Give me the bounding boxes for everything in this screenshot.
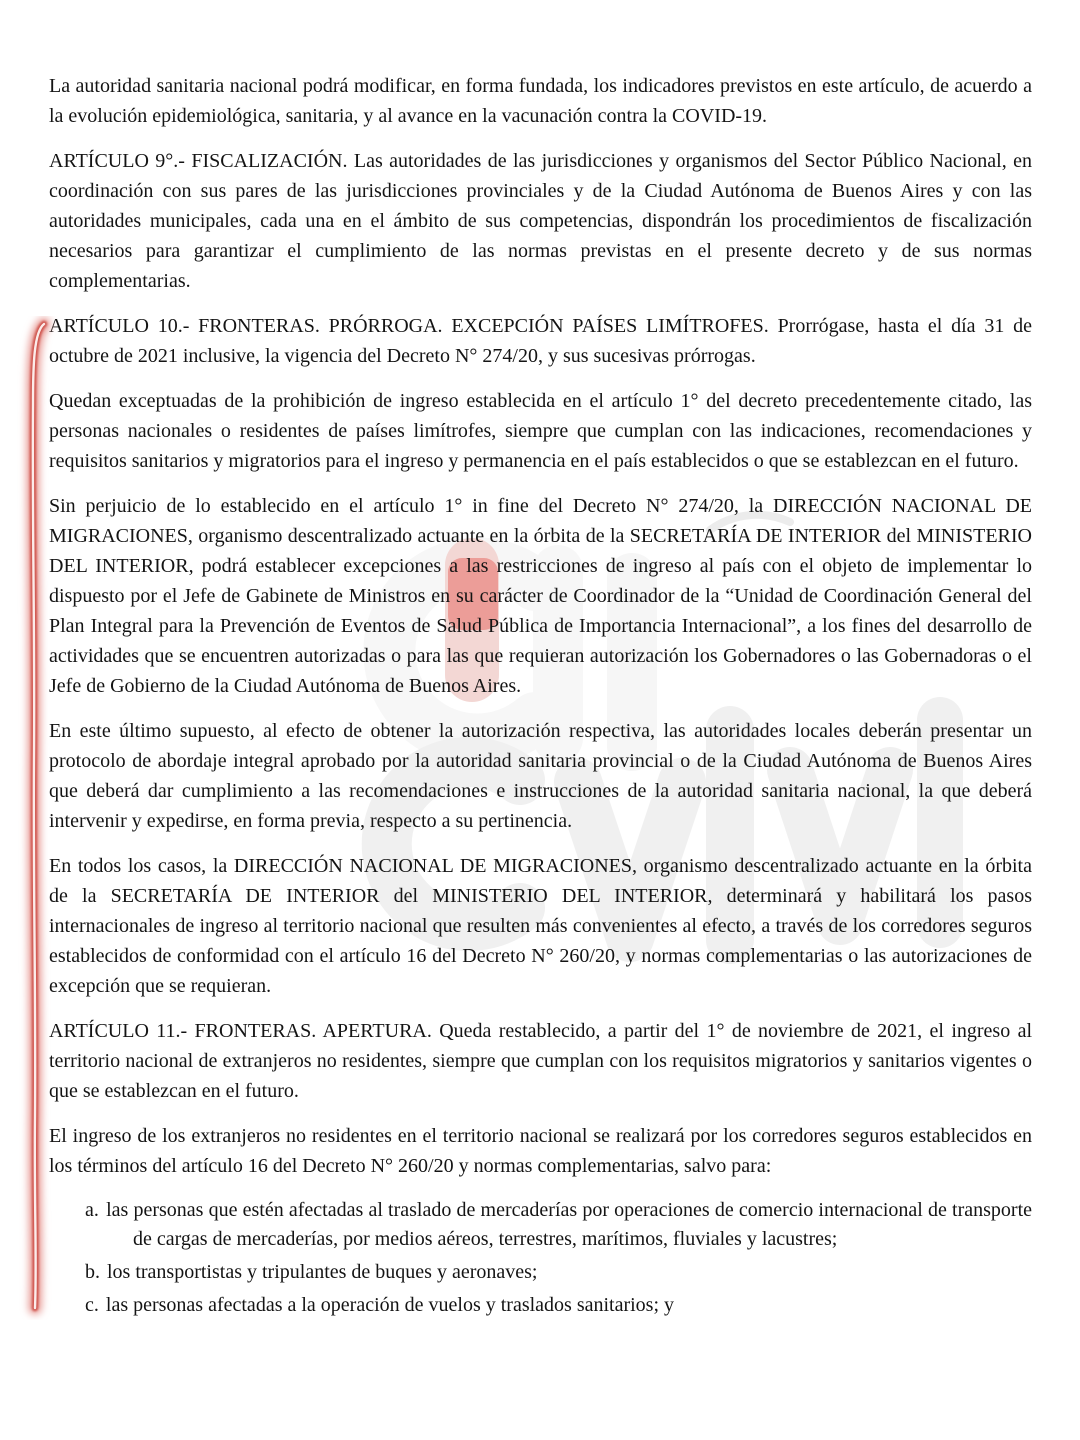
exceptions-list — [49, 1196, 1032, 1320]
list-item-a — [85, 1196, 1033, 1254]
paragraph-articulo-10: ARTÍCULO 10.- FRONTERAS. PRÓRROGA. EXCEPCIÓN PAÍSES LIMÍTROFES. Prorrógase, hasta el día 31 de octubre de 2021 inclusive, la vigencia del Decreto N° 274/20, y sus sucesivas prórrogas. — [49, 315, 1032, 367]
list-item-c-marker: c. — [85, 1294, 99, 1316]
list-item-c-text: las personas afectadas a la operación de vuelos y traslados sanitarios; y — [105, 1294, 675, 1316]
list-item-b-marker: b. — [85, 1261, 100, 1283]
paragraph-en-este-ultimo-supuesto: En este último supuesto, al efecto de obtener la autorización respectiva, las autoridades locales deberán presentar un protocolo de abordaje integral aprobado por la autoridad sanitaria provincial o de la Ciudad Autónoma de Buenos Aires que deberá dar cumplimiento a las recomendaciones e instrucciones de la autoridad sanitaria nacional, la que deberá intervenir y expedirse, en forma previa, respecto a su pertinencia. — [49, 720, 1032, 832]
list-item-a-marker: a. — [85, 1199, 99, 1221]
paragraph-sin-perjuicio: Sin perjuicio de lo establecido en el artículo 1° in fine del Decreto N° 274/20, la DIRECCIÓN NACIONAL DE MIGRACIONES, organismo descentralizado actuante en la órbita de la SECRETARÍA DE INTERIOR del MINISTERIO DEL INTERIOR, podrá establecer excepciones a las restricciones de ingreso al país con el objeto de implementar lo dispuesto por el Jefe de Gabinete de Ministros en su carácter de Coordinador de la “Unidad de Coordinación General del Plan Integral para la Prevención de Eventos de Salud Pública de Importancia Internacional”, a los fines del desarrollo de actividades que se encuentren autorizadas o para las que requieran autorización los Gobernadores o las Gobernadoras o el Jefe de Gobierno de la Ciudad Autónoma de Buenos Aires. — [49, 495, 1032, 697]
paragraph-autoridad-sanitaria: La autoridad sanitaria nacional podrá modificar, en forma fundada, los indicadores previstos en este artículo, de acuerdo a la evolución epidemiológica, sanitaria, y al avance en la vacunación contra la COVID-19. — [49, 75, 1032, 127]
list-item-c — [85, 1291, 1032, 1320]
paragraph-en-todos-los-casos: En todos los casos, la DIRECCIÓN NACIONAL DE MIGRACIONES, organismo descentralizado actuante en la órbita de la SECRETARÍA DE INTERIOR del MINISTERIO DEL INTERIOR, determinará y habilitará los pasos internacionales de ingreso al territorio nacional que resulten más convenientes al efecto, a través de los corredores seguros establecidos de conformidad con el artículo 16 del Decreto N° 260/20, y normas complementarias o las autorizaciones de excepción que se requieran. — [49, 855, 1032, 997]
paragraph-articulo-11: ARTÍCULO 11.- FRONTERAS. APERTURA. Queda restablecido, a partir del 1° de noviembre de 2021, el ingreso al territorio nacional de extranjeros no residentes, siempre que cumplan con los requisitos migratorios y sanitarios vigentes o que se establezcan en el futuro. — [49, 1020, 1032, 1102]
paragraph-quedan-exceptuadas: Quedan exceptuadas de la prohibición de ingreso establecida en el artículo 1° del decreto precedentemente citado, las personas nacionales o residentes de países limítrofes, siempre que cumplan con las indicaciones, recomendaciones y requisitos sanitarios y migratorios para el ingreso y permanencia en el país establecidos o que se establezcan en el futuro. — [49, 390, 1032, 472]
list-item-a-text: las personas que estén afectadas al traslado de mercaderías por operaciones de comercio internacional de transporte de cargas de mercaderías, por medios aéreos, terrestres, marítimos, fluviales y lacustres; — [106, 1199, 1033, 1250]
list-item-b-text: los transportistas y tripulantes de buques y aeronaves; — [107, 1261, 538, 1283]
list-item-b — [85, 1258, 1032, 1287]
paragraph-el-ingreso: El ingreso de los extranjeros no residentes en el territorio nacional se realizará por los corredores seguros establecidos en los términos del artículo 16 del Decreto N° 260/20 y normas complementarias, salvo para: — [49, 1125, 1032, 1177]
paragraph-articulo-9: ARTÍCULO 9°.- FISCALIZACIÓN. Las autoridades de las jurisdicciones y organismos del Sector Público Nacional, en coordinación con sus pares de las jurisdicciones provinciales y de la Ciudad Autónoma de Buenos Aires y con las autoridades municipales, cada una en el ámbito de sus competencias, dispondrán los procedimientos de fiscalización necesarios para garantizar el cumplimiento de las normas previstas en el presente decreto y de sus normas complementarias. — [49, 150, 1032, 292]
